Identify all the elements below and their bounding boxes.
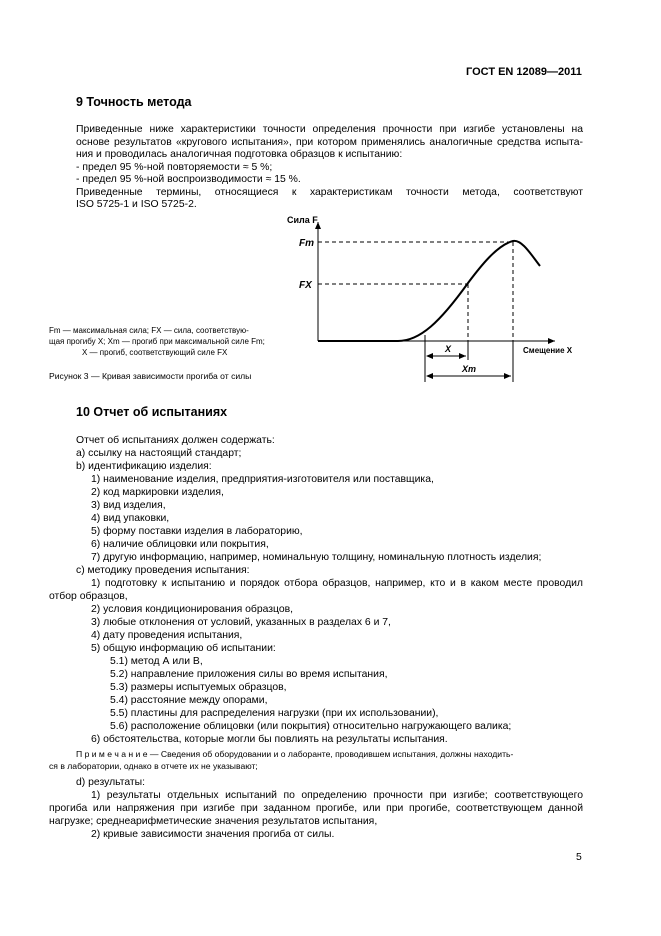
figure-legend-line-3: X — прогиб, соответствующий силе FX [82,348,228,357]
x-label: X [445,344,452,354]
item-c-5-2: 5.2) направление приложения силы во время испытания, [110,669,388,680]
section-10-title: 10 Отчет об испытаниях [76,405,228,419]
y-axis-label: Сила F [287,215,318,225]
repeatability-limit: - предел 95 %-ной повторяемости ≈ 5 %; [76,161,273,173]
item-c-5-6: 5.6) расположение облицовки (или покрытия) относительно нагружающего валика; [110,721,512,732]
item-b: b) идентификацию изделия: [76,461,212,472]
force-curve [318,241,540,341]
item-b-5: 5) форму поставки изделия в лабораторию, [91,526,303,537]
item-c-1-line-2: отбор образцов, [49,591,128,602]
terms-line-2: ISO 5725-1 и ISO 5725-2. [76,199,197,210]
note-line-2: ся в лаборатории, однако в отчете их не указывают; [49,761,258,771]
reproducibility-limit: - предел 95 %-ной воспроизводимости ≈ 15 %. [76,174,301,185]
item-b-3: 3) вид изделия, [91,500,166,511]
section-9-intro-line-3: ния и проводилась аналогичная подготовка образцов к испытанию: [76,149,403,160]
fm-label: Fm [299,238,314,249]
item-c-5-5: 5.5) пластины для распределения нагрузки (при их использовании), [110,708,439,719]
item-d-1-line-3: нагрузке; среднеарифметические значения результатов испытания, [49,816,378,827]
figure-caption: Рисунок 3 — Кривая зависимости прогиба от силы [49,371,252,381]
item-b-1: 1) наименование изделия, предприятия-изготовителя или поставщика, [91,474,434,485]
item-b-2: 2) код маркировки изделия, [91,487,224,498]
report-intro: Отчет об испытаниях должен содержать: [76,435,275,446]
xm-label: Xm [462,364,477,374]
fx-label: FX [299,280,312,291]
section-9-intro-line-1: Приведенные ниже характеристики точности определения прочности при изгибе установлены на [76,124,583,135]
terms-line-1: Приведенные термины, относящиеся к характеристикам точности метода, соответствуют [76,186,583,198]
item-d: d) результаты: [76,777,146,788]
item-d-1-line-2: прогиба или напряжения при изгибе при заданном прогибе, или при прогибе, соответствующем данной [49,803,583,814]
figure-legend-line-2: щая прогибу X; Xm — прогиб при максимальной силе Fm; [49,337,265,346]
item-c-5-3: 5.3) размеры испытуемых образцов, [110,682,287,693]
note-label: П р и м е ч а н и е [76,749,148,759]
item-c-5: 5) общую информацию об испытании: [91,643,276,654]
force-deflection-diagram [280,210,580,385]
item-c-4: 4) дату проведения испытания, [91,630,243,641]
item-c-5-1: 5.1) метод А или В, [110,656,203,667]
item-d-2: 2) кривые зависимости значения прогиба от силы. [91,829,335,840]
document-id: ГОСТ EN 12089—2011 [466,66,582,78]
item-c-6: 6) обстоятельства, которые могли бы повлиять на результаты испытания. [91,734,448,745]
item-c-3: 3) любые отклонения от условий, указанных в разделах 6 и 7, [91,617,391,628]
item-b-6: 6) наличие облицовки или покрытия, [91,539,269,550]
x-axis-label: Смещение X [523,346,573,355]
item-b-7: 7) другую информацию, например, номинальную толщину, номинальную плотность изделия; [91,552,542,563]
note-line-1 [76,748,513,760]
item-c-5-4: 5.4) расстояние между опорами, [110,695,268,706]
note-text: — Сведения об оборудовании и о лаборанте, проводившем испытания, должны находить- [147,749,514,759]
section-9-title: 9 Точность метода [76,95,192,109]
item-c-2: 2) условия кондиционирования образцов, [91,604,294,615]
figure-legend-line-1: Fm — максимальная сила; FX — сила, соответствую- [49,326,249,335]
item-d-1-line-1: 1) результаты отдельных испытаний по определению прочности при изгибе; соответствующего [91,790,583,801]
item-c: c) методику проведения испытания: [76,565,250,576]
item-b-4: 4) вид упаковки, [91,513,170,524]
section-9-intro-line-2: основе результатов «кругового испытания», при котором применялись аналогичные средства испыта- [76,136,583,148]
item-a: a) ссылку на настоящий стандарт; [76,448,242,459]
item-c-1-line-1: 1) подготовку к испытанию и порядок отбора образцов, например, кто и в каком месте проводил [91,578,583,589]
page-number: 5 [576,852,582,863]
